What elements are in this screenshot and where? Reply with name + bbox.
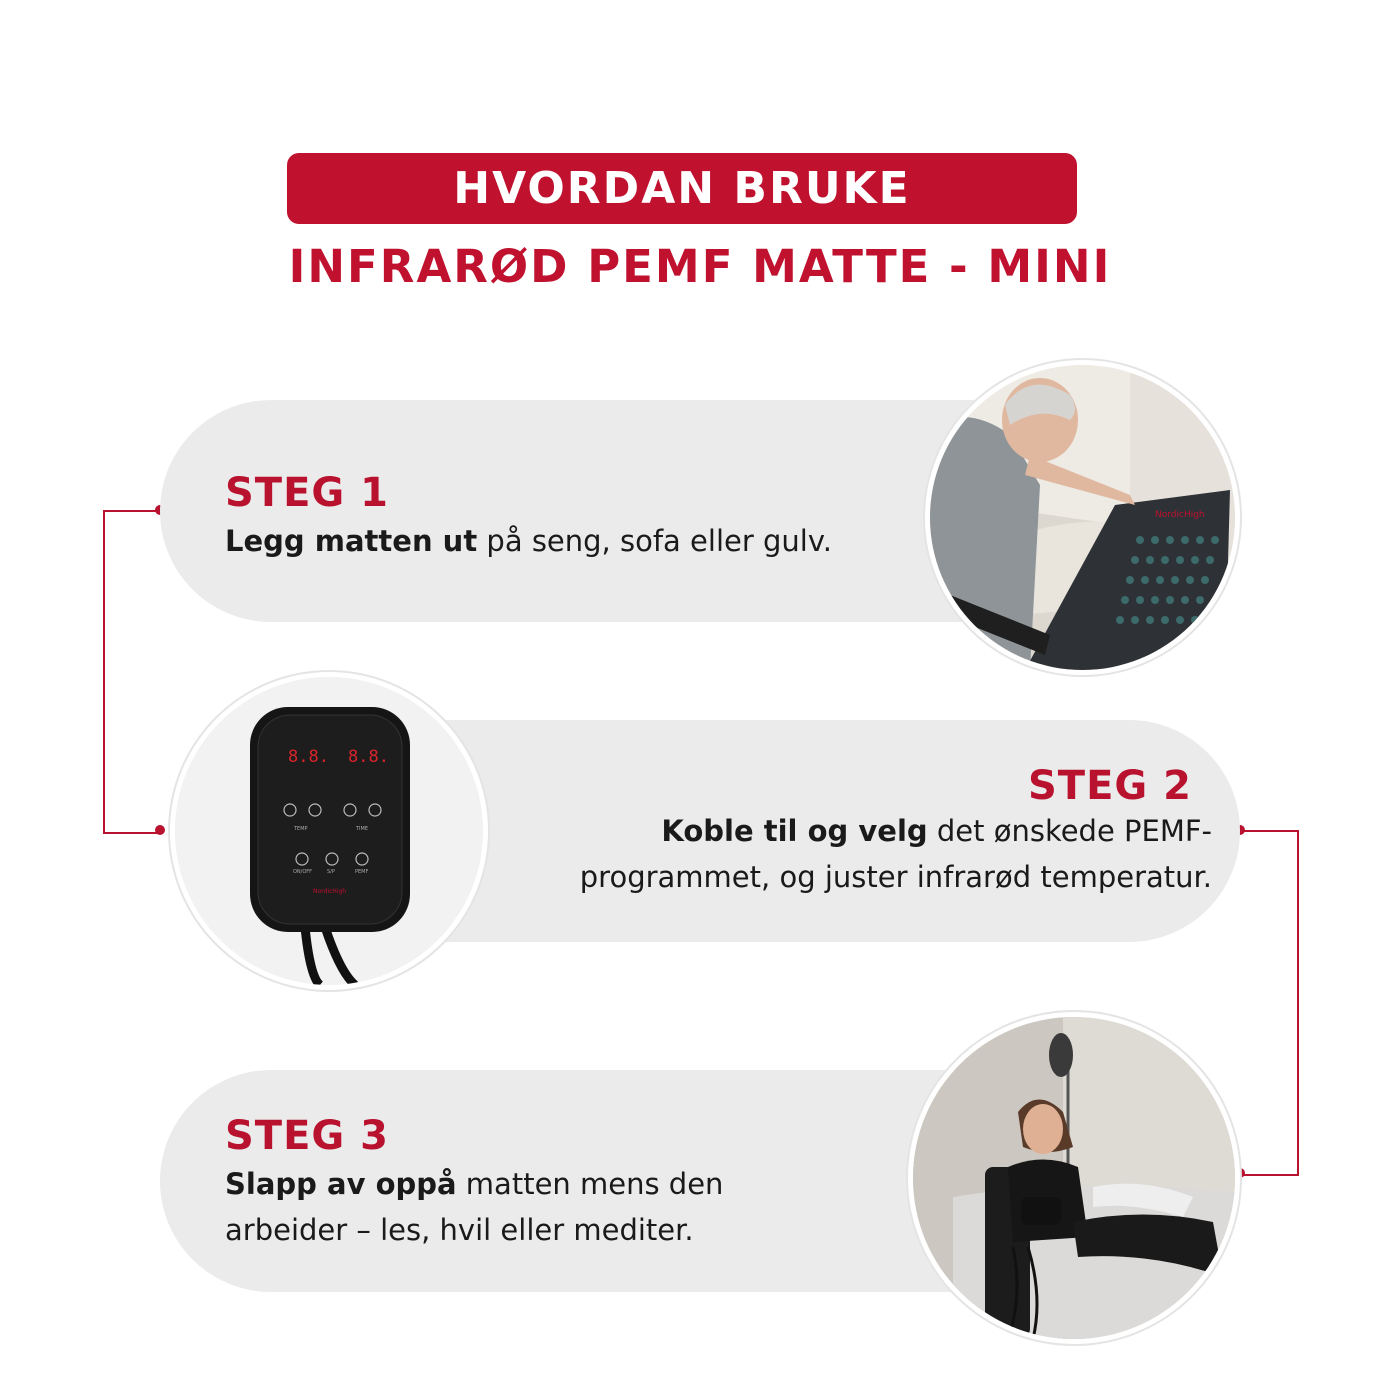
mat-brand-text: NordicHigh [1155, 510, 1205, 520]
controller-brand: NordicHigh [313, 888, 347, 895]
label-temp: TEMP [294, 826, 308, 832]
connector-right [1240, 830, 1299, 1176]
subtitle: INFRARØD PEMF MATTE - MINI [288, 240, 1112, 293]
step-3-line2: arbeider – les, hvil eller mediter. [225, 1213, 694, 1247]
step-1-bold: Legg matten ut [225, 524, 478, 558]
label-pemf: PEMF [355, 869, 369, 875]
woman-relaxing-on-mat-photo [913, 1017, 1235, 1339]
controller-photo [175, 677, 483, 985]
title-banner [287, 153, 1077, 224]
step-2-text [440, 808, 1212, 900]
step-2-photo [170, 672, 488, 990]
step-3-text [225, 1161, 723, 1253]
display-right: 8.8. [348, 747, 389, 767]
step-3-bold: Slapp av oppå [225, 1167, 457, 1201]
step-1-text [225, 518, 832, 564]
step-2-line2: programmet, og juster infrarød temperatur. [579, 860, 1212, 894]
woman-laying-out-mat-photo [930, 365, 1235, 670]
step-3-title: STEG 3 [225, 1113, 390, 1159]
step-1-photo [925, 360, 1240, 675]
display-left: 8.8. [288, 747, 329, 767]
step-1-title: STEG 1 [225, 470, 390, 516]
step-3-photo [908, 1012, 1240, 1344]
connector-left [103, 510, 162, 834]
label-onoff: ON/OFF [293, 869, 313, 875]
connector-dot [155, 825, 165, 835]
step-2-rest: det ønskede PEMF- [927, 814, 1212, 848]
label-time: TIME [356, 826, 369, 832]
step-2-title: STEG 2 [1028, 763, 1193, 809]
step-1-rest: på seng, sofa eller gulv. [477, 524, 832, 558]
step-2-bold: Koble til og velg [661, 814, 928, 848]
label-sp: S/P [327, 869, 335, 875]
banner-title: HVORDAN BRUKE [453, 163, 911, 214]
step-3-rest: matten mens den [456, 1167, 724, 1201]
